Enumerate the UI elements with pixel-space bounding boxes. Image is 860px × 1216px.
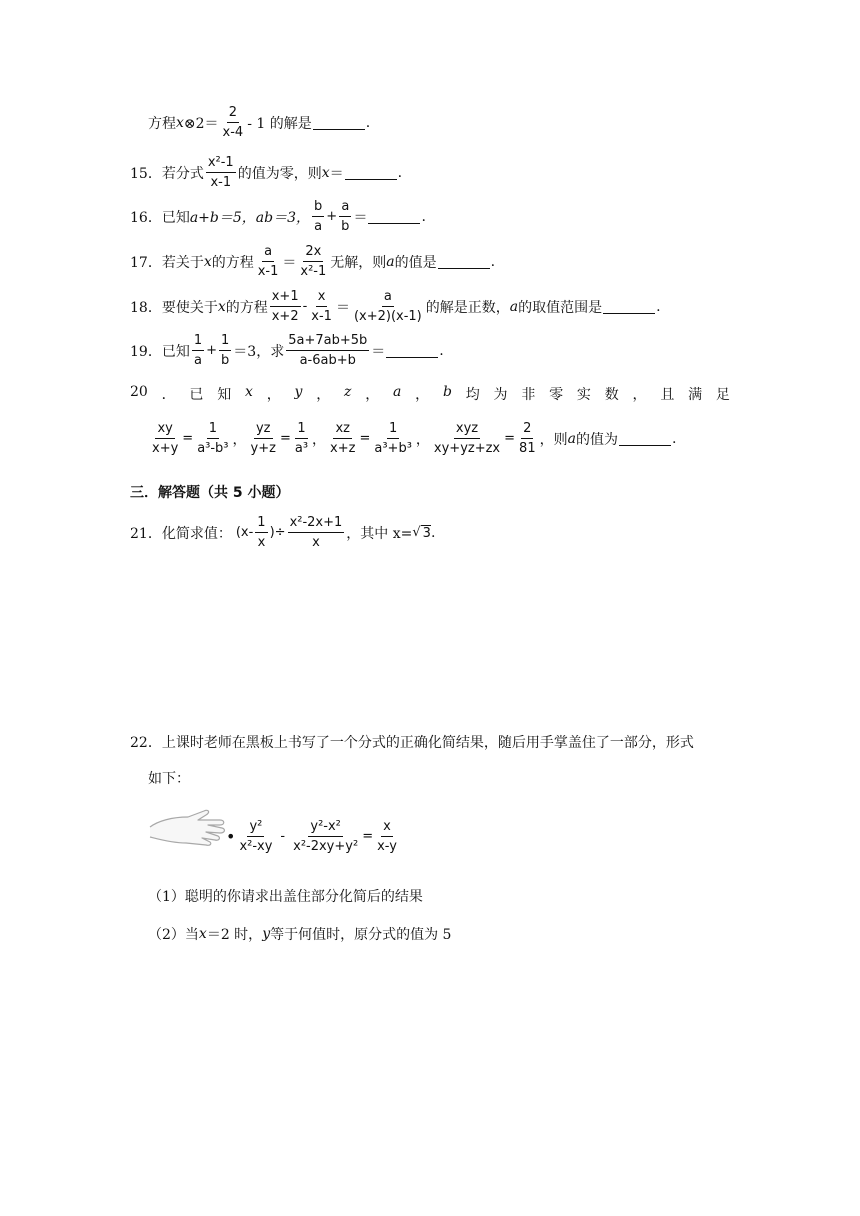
text: ＝: [329, 165, 344, 182]
char: ，: [632, 387, 647, 403]
denominator: (x+2)(x-1): [353, 309, 422, 324]
question-17: [130, 243, 495, 280]
fraction: [375, 818, 399, 855]
text: 的取值范围是: [518, 299, 603, 316]
fraction: [339, 198, 351, 235]
question-number: 19．: [130, 343, 162, 360]
question-number: 16．: [130, 209, 162, 226]
char: ，: [365, 387, 380, 403]
comma: ，: [415, 431, 430, 448]
hand-icon: [148, 805, 228, 851]
question-22-sub2: [148, 924, 451, 944]
numerator: y²: [247, 818, 264, 837]
char: 数: [604, 387, 619, 403]
q14-tail-line: [148, 104, 370, 141]
numerator: b: [312, 198, 324, 217]
char: 知: [217, 387, 232, 403]
denominator: x-1: [210, 175, 232, 190]
text: ＝2 时，: [206, 927, 263, 943]
question-22-sub1: [148, 886, 423, 906]
denominator: x+y: [152, 441, 179, 456]
fraction: [206, 154, 236, 191]
fraction: [237, 818, 274, 855]
question-21: [130, 514, 435, 551]
answer-blank[interactable]: [345, 165, 397, 180]
text: （1）聪明的你请求出盖住部分化简后的结果: [148, 889, 423, 905]
numerator: x: [381, 818, 393, 837]
numerator: y²-x²: [308, 818, 343, 837]
numerator: x+1: [270, 288, 301, 307]
fraction: [328, 420, 357, 457]
answer-blank[interactable]: [603, 299, 655, 314]
equals-sign: =: [279, 431, 291, 446]
section-heading: [130, 482, 290, 502]
text: 若分式: [161, 165, 204, 182]
fraction: [256, 243, 281, 280]
fraction: [309, 288, 334, 325]
comma: ，: [232, 431, 247, 448]
multiply-dot: •: [226, 827, 236, 846]
equals-sign: ＝: [282, 254, 297, 271]
denominator: x: [257, 535, 266, 550]
denominator: x+z: [330, 441, 356, 456]
numerator: 5a+7ab+5b: [286, 332, 369, 351]
fraction: [293, 420, 310, 457]
question-number: 18．: [130, 299, 162, 316]
char: 且: [660, 387, 675, 403]
question-number: 22．: [130, 735, 162, 751]
comma: ，: [312, 431, 327, 448]
text: 的值为: [575, 431, 618, 448]
text: 化简求值：: [161, 525, 232, 542]
numerator: 1: [192, 332, 204, 351]
numerator: 1: [219, 332, 231, 351]
answer-blank[interactable]: [619, 431, 671, 446]
denominator: x+2: [271, 309, 299, 324]
var-a: a: [509, 298, 519, 315]
text: 已知: [161, 209, 190, 226]
text: 若关于: [161, 254, 204, 271]
denominator: 81: [519, 441, 536, 456]
denominator: x-4: [222, 125, 244, 140]
answer-blank[interactable]: [438, 254, 490, 269]
numerator: x²-1: [206, 154, 236, 173]
comma: ，: [539, 431, 554, 448]
plus-sign: +: [326, 209, 338, 224]
period: .: [365, 114, 371, 131]
numerator: 1: [387, 420, 399, 439]
period: .: [397, 164, 403, 181]
equals-sign: ＝: [371, 343, 386, 360]
question-20-line2: [148, 420, 676, 457]
numerator: xy: [155, 420, 174, 439]
denominator: x-1: [257, 264, 279, 279]
question-16: [130, 198, 426, 235]
numerator: xyz: [454, 420, 480, 439]
period: .: [439, 342, 444, 359]
fraction: [312, 198, 324, 235]
section-title: 三．解答题（共 5 小题）: [130, 485, 290, 501]
numerator: 1: [295, 420, 307, 439]
text: 的值为零，则: [237, 165, 322, 182]
denominator: x-1: [311, 309, 332, 324]
text: 要使关于: [161, 299, 218, 316]
denominator: y+z: [250, 441, 276, 456]
numerator: yz: [254, 420, 273, 439]
question-number: 21．: [130, 525, 162, 542]
numerator: x: [316, 288, 328, 307]
text: 上课时老师在黑板上书写了一个分式的正确化简结果，随后用手掌盖住了一部分，形式: [161, 735, 694, 751]
period: .: [421, 208, 426, 225]
answer-blank[interactable]: [313, 115, 365, 130]
numerator: a: [262, 243, 274, 262]
char: ，: [266, 387, 281, 403]
char: 已: [189, 387, 204, 403]
sqrt-sign: √: [412, 525, 421, 540]
period: .: [656, 298, 661, 315]
denominator: x²-1: [300, 264, 327, 279]
char: 实: [576, 387, 591, 403]
minus-sign: -: [302, 299, 308, 314]
text: 已知: [161, 343, 190, 360]
question-22-line1: [130, 732, 694, 752]
text: ＝3，求: [233, 343, 285, 360]
equals-sign: ＝: [335, 299, 350, 316]
fraction: [372, 420, 414, 457]
question-number: 20: [130, 384, 148, 400]
fraction: [221, 104, 246, 141]
numerator: 1: [207, 420, 219, 439]
denominator: b: [341, 219, 350, 234]
equals-sign: ＝: [353, 209, 368, 226]
denominator: xy+yz+zx: [433, 441, 501, 456]
fraction: [270, 288, 301, 325]
var-z: z: [344, 384, 352, 400]
denominator: a³-b³: [197, 441, 229, 456]
period: .: [490, 253, 496, 270]
question-22-expression: [226, 818, 401, 855]
char: ．: [161, 387, 176, 403]
text: 方程: [148, 115, 176, 132]
answer-blank[interactable]: [368, 209, 420, 224]
numerator: x²-2x+1: [288, 514, 345, 533]
question-number: 15．: [130, 165, 162, 182]
fraction: [432, 420, 502, 457]
denominator: a-6ab+b: [299, 353, 356, 368]
numerator: a: [382, 288, 394, 307]
equals-sign: =: [182, 431, 194, 446]
divide-sign: ÷: [274, 525, 286, 540]
minus-sign: -: [280, 829, 286, 844]
var-y: y: [262, 926, 271, 942]
fraction: [255, 514, 267, 551]
var-b: b: [442, 384, 452, 400]
condition: a+b＝5，ab＝3，: [189, 209, 310, 226]
denominator: b: [221, 353, 230, 368]
numerator: 2x: [303, 243, 323, 262]
equals-sign: =: [504, 431, 516, 446]
char: ，: [316, 387, 331, 403]
question-22-line2: [148, 768, 190, 788]
text: 无解，则: [330, 254, 387, 271]
question-20-line1: [130, 384, 730, 404]
text: 的解是正数，: [425, 299, 510, 316]
fraction: [298, 243, 328, 280]
denominator: a³: [294, 441, 309, 456]
char: 零: [549, 387, 564, 403]
char: 满: [688, 387, 703, 403]
char: 为: [493, 387, 508, 403]
numerator: 2: [227, 104, 239, 123]
var-x: x: [245, 384, 253, 400]
fraction: [192, 332, 204, 369]
question-18: [130, 288, 661, 325]
fraction: [249, 420, 278, 457]
var-x: x: [321, 164, 330, 181]
text: （2）当: [148, 927, 199, 943]
text: 则: [553, 431, 568, 448]
fraction: [286, 332, 369, 369]
answer-blank[interactable]: [386, 343, 438, 358]
var-x: x: [198, 926, 207, 942]
var-a: a: [386, 253, 395, 270]
text: - 1 的解是: [247, 115, 312, 132]
fraction: [150, 420, 180, 457]
question-15: [130, 154, 402, 191]
char: 均: [465, 387, 480, 403]
fraction: [291, 818, 360, 855]
numerator: a: [339, 198, 351, 217]
var-x: x: [203, 253, 212, 270]
text: 的值是: [394, 254, 437, 271]
denominator: x²-xy: [239, 839, 273, 854]
plus-sign: +: [206, 343, 218, 358]
denominator: a: [193, 353, 202, 368]
fraction: [195, 420, 230, 457]
fraction: [352, 288, 424, 325]
equals-sign: =: [362, 829, 374, 844]
fraction: [288, 514, 345, 551]
sqrt-value: 3: [422, 525, 431, 541]
text: 如下：: [148, 771, 190, 787]
numerator: 2: [521, 420, 533, 439]
question-number: 17．: [130, 254, 162, 271]
question-19: [130, 332, 444, 369]
char: ，: [415, 387, 430, 403]
fraction: [219, 332, 231, 369]
var-a: a: [393, 384, 402, 400]
period: .: [671, 430, 677, 447]
char: 足: [715, 387, 730, 403]
denominator: a³+b³: [374, 441, 412, 456]
text: 等于何值时，原分式的值为 5: [270, 927, 452, 943]
equals-sign: =: [359, 431, 371, 446]
denominator: x²-2xy+y²: [293, 839, 359, 854]
paren-open: (x-: [235, 525, 254, 540]
denominator: a: [314, 219, 323, 234]
fraction: [517, 420, 538, 457]
char: 非: [521, 387, 536, 403]
denominator: x: [312, 535, 320, 550]
paren-close: ): [269, 525, 275, 540]
var-x: x: [176, 114, 184, 131]
numerator: 1: [255, 514, 267, 533]
denominator: x-y: [377, 839, 397, 854]
text: 的方程: [225, 299, 268, 316]
text: ，其中 x=: [346, 525, 413, 542]
var-x: x: [217, 298, 226, 315]
period: .: [430, 524, 436, 541]
var-y: y: [294, 384, 303, 400]
text: 的方程: [211, 254, 254, 271]
operator: ⊗2＝: [183, 115, 219, 132]
var-a: a: [567, 430, 576, 447]
numerator: xz: [333, 420, 352, 439]
